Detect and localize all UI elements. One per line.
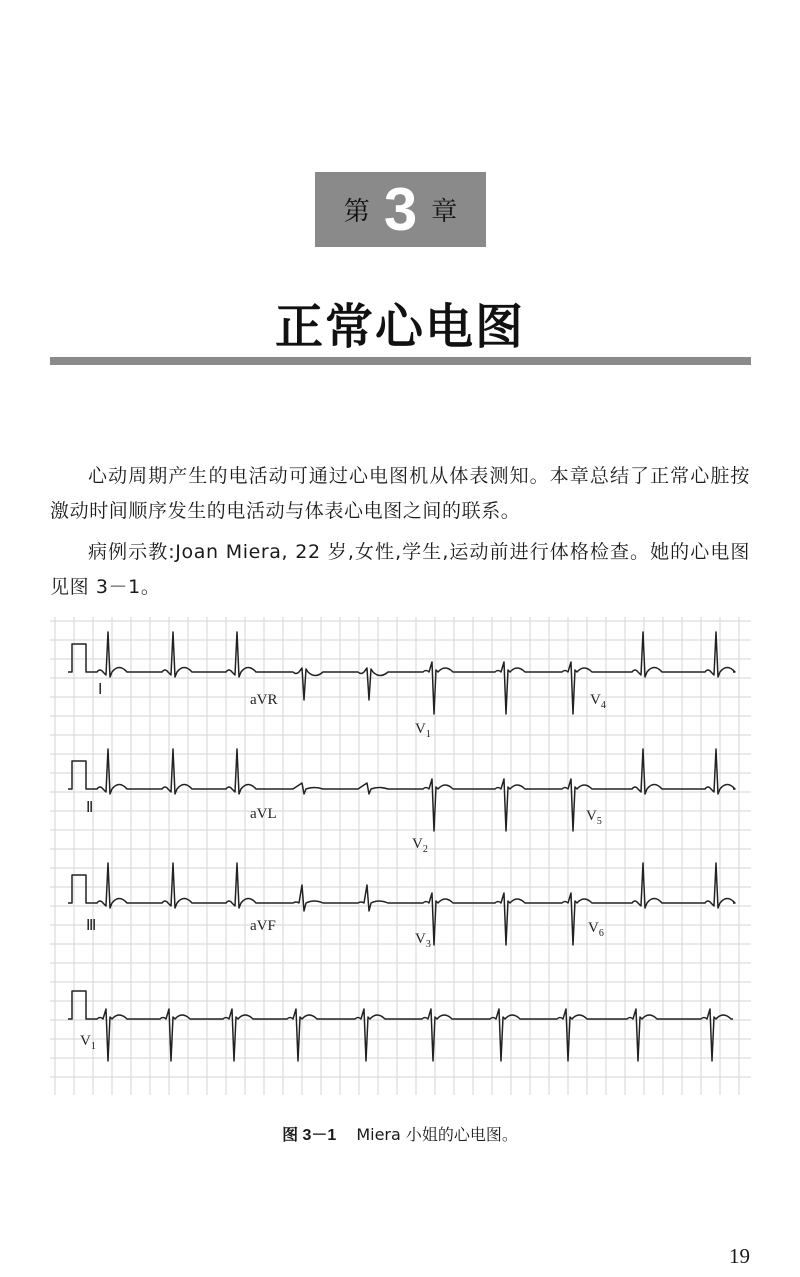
lead-label: $V_6$ bbox=[588, 920, 604, 939]
case-paragraph: 病例示教:Joan Miera, 22 岁,女性,学生,运动前进行体格检查。她的心电图见图 3－1。 bbox=[50, 541, 750, 598]
lead-label: Ⅰ bbox=[98, 682, 103, 698]
ecg-figure bbox=[50, 617, 751, 1095]
lead-label: $V_2$ bbox=[412, 836, 428, 855]
chapter-title: 正常心电图 bbox=[274, 299, 525, 355]
lead-label: aVL bbox=[250, 806, 277, 822]
lead-label: Ⅲ bbox=[86, 918, 97, 934]
lead-label: $V_4$ bbox=[590, 692, 606, 711]
title-divider bbox=[50, 357, 751, 365]
lead-label: aVF bbox=[250, 918, 276, 934]
lead-label: aVR bbox=[250, 692, 278, 708]
figure-caption bbox=[0, 1122, 800, 1145]
lead-label: $V_1$ bbox=[415, 721, 431, 740]
figure-caption-text: Miera 小姐的心电图。 bbox=[356, 1125, 518, 1144]
lead-label: $V_1$ bbox=[80, 1033, 96, 1052]
figure-label: 图 3－1 bbox=[282, 1127, 337, 1144]
intro-paragraph: 心动周期产生的电活动可通过心电图机从体表测知。本章总结了正常心脏按激动时间顺序发生的电活动与体表心电图之间的联系。 bbox=[50, 465, 750, 522]
lead-label: $V_3$ bbox=[415, 931, 431, 950]
page-number: 19 bbox=[729, 1244, 750, 1268]
lead-label: $V_5$ bbox=[586, 808, 602, 827]
chapter-badge bbox=[315, 172, 486, 247]
chapter-suffix: 章 bbox=[431, 197, 458, 227]
ecg-strip bbox=[50, 617, 751, 1095]
chapter-number: 3 bbox=[383, 175, 418, 243]
chapter-prefix: 第 bbox=[343, 197, 370, 227]
lead-label: Ⅱ bbox=[86, 800, 94, 816]
